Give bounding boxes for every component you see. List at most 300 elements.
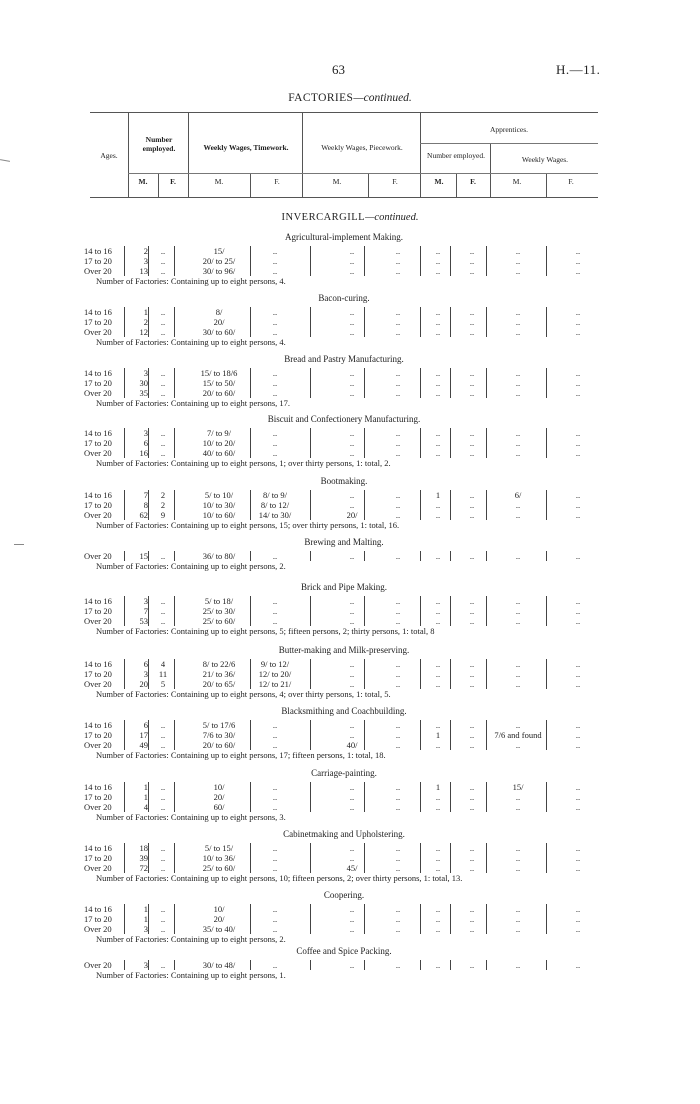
cell-m: 1 bbox=[143, 904, 148, 914]
cell-af: .. bbox=[469, 960, 475, 970]
cell-tm: 10/ to 60/ bbox=[202, 510, 236, 520]
cell-pm: .. bbox=[349, 960, 355, 970]
cell-wm: .. bbox=[515, 368, 521, 378]
cell-f: .. bbox=[160, 792, 166, 802]
cell-wm: .. bbox=[515, 596, 521, 606]
table-row bbox=[84, 490, 600, 500]
cell-af: .. bbox=[469, 378, 475, 388]
cell-f: .. bbox=[160, 317, 166, 327]
cell-pf: .. bbox=[395, 388, 401, 398]
factories-count: Number of Factories: Containing up to eight persons, 15; over thirty persons, 1: total, 16. bbox=[96, 520, 400, 530]
cell-af: .. bbox=[469, 448, 475, 458]
cell-pf: .. bbox=[395, 669, 401, 679]
cell-tf: .. bbox=[272, 904, 278, 914]
cell-m: 4 bbox=[143, 802, 148, 812]
cell-m: 1 bbox=[143, 782, 148, 792]
cell-wf: .. bbox=[575, 388, 581, 398]
cell-am: 1 bbox=[435, 730, 441, 740]
table-row bbox=[84, 378, 600, 388]
table-row bbox=[84, 428, 600, 438]
cell-tf: .. bbox=[272, 266, 278, 276]
cell-pf: .. bbox=[395, 551, 401, 561]
region-suffix: —continued. bbox=[365, 212, 419, 223]
cell-tf: .. bbox=[272, 246, 278, 256]
cell-age: 17 to 20 bbox=[84, 606, 112, 616]
cell-f: .. bbox=[160, 740, 166, 750]
cell-age: 14 to 16 bbox=[84, 490, 112, 500]
page-title bbox=[0, 92, 700, 104]
cell-m: 1 bbox=[143, 792, 148, 802]
cell-pm: .. bbox=[349, 659, 355, 669]
cell-pm: .. bbox=[349, 256, 355, 266]
cell-pm: .. bbox=[349, 606, 355, 616]
cell-m: 72 bbox=[139, 863, 148, 873]
cell-pm: .. bbox=[349, 914, 355, 924]
cell-age: 14 to 16 bbox=[84, 782, 112, 792]
cell-pf: .. bbox=[395, 782, 401, 792]
cell-wf: .. bbox=[575, 863, 581, 873]
cell-tf: .. bbox=[272, 388, 278, 398]
cell-tf: .. bbox=[272, 792, 278, 802]
cell-tf: .. bbox=[272, 853, 278, 863]
col-f: F. bbox=[274, 177, 280, 186]
cell-pm: .. bbox=[349, 596, 355, 606]
cell-tm: 8/ to 22/6 bbox=[202, 659, 236, 669]
cell-pf: .. bbox=[395, 448, 401, 458]
cell-am: .. bbox=[435, 606, 441, 616]
cell-f: .. bbox=[160, 914, 166, 924]
cell-af: .. bbox=[469, 853, 475, 863]
factories-count: Number of Factories: Containing up to eight persons, 5; fifteen persons, 2; thirty persons, 1: total, 8 bbox=[96, 626, 435, 636]
cell-pf: .. bbox=[395, 863, 401, 873]
cell-tm: 30/ to 96/ bbox=[202, 266, 236, 276]
margin-mark bbox=[0, 159, 10, 162]
cell-af: .. bbox=[469, 490, 475, 500]
cell-am: .. bbox=[435, 596, 441, 606]
cell-wm: .. bbox=[515, 510, 521, 520]
cell-pm: .. bbox=[349, 904, 355, 914]
cell-af: .. bbox=[469, 266, 475, 276]
cell-af: .. bbox=[469, 428, 475, 438]
cell-pm: .. bbox=[349, 327, 355, 337]
cell-tm: 10/ to 36/ bbox=[202, 853, 236, 863]
cell-age: Over 20 bbox=[84, 960, 112, 970]
cell-pf: .. bbox=[395, 792, 401, 802]
cell-tm: 20/ bbox=[213, 914, 225, 924]
cell-m: 3 bbox=[143, 669, 148, 679]
cell-am: .. bbox=[435, 853, 441, 863]
cell-tm: 40/ to 60/ bbox=[202, 448, 236, 458]
cell-f: .. bbox=[160, 428, 166, 438]
cell-tm: 25/ to 60/ bbox=[202, 863, 236, 873]
cell-m: 3 bbox=[143, 924, 148, 934]
cell-af: .. bbox=[469, 551, 475, 561]
cell-age: 17 to 20 bbox=[84, 792, 112, 802]
cell-am: 1 bbox=[435, 490, 441, 500]
cell-pf: .. bbox=[395, 246, 401, 256]
cell-pf: .. bbox=[395, 378, 401, 388]
cell-age: Over 20 bbox=[84, 802, 112, 812]
cell-age: 14 to 16 bbox=[84, 720, 112, 730]
cell-af: .. bbox=[469, 679, 475, 689]
page-code: H.—11. bbox=[556, 62, 601, 77]
cell-m: 1 bbox=[143, 307, 148, 317]
cell-wf: .. bbox=[575, 448, 581, 458]
cell-pf: .. bbox=[395, 490, 401, 500]
cell-f: .. bbox=[160, 378, 166, 388]
cell-wm: .. bbox=[515, 679, 521, 689]
cell-wm: .. bbox=[515, 740, 521, 750]
cell-pf: .. bbox=[395, 368, 401, 378]
cell-af: .. bbox=[469, 256, 475, 266]
cell-wm: .. bbox=[515, 659, 521, 669]
cell-m: 8 bbox=[143, 500, 148, 510]
col-m: M. bbox=[512, 177, 522, 186]
table-row bbox=[84, 551, 600, 561]
industry-title: Agricultural-implement Making. bbox=[285, 232, 403, 242]
cell-f: .. bbox=[160, 327, 166, 337]
cell-age: Over 20 bbox=[84, 266, 112, 276]
table-row bbox=[84, 863, 600, 873]
cell-f: .. bbox=[160, 782, 166, 792]
cell-m: 2 bbox=[143, 317, 148, 327]
cell-wm: .. bbox=[515, 843, 521, 853]
cell-af: .. bbox=[469, 388, 475, 398]
cell-f: .. bbox=[160, 307, 166, 317]
cell-f: .. bbox=[160, 720, 166, 730]
table-row bbox=[84, 510, 600, 520]
cell-wm: .. bbox=[515, 924, 521, 934]
cell-m: 62 bbox=[139, 510, 148, 520]
cell-af: .. bbox=[469, 500, 475, 510]
cell-af: .. bbox=[469, 863, 475, 873]
cell-f: .. bbox=[160, 368, 166, 378]
cell-f: .. bbox=[160, 924, 166, 934]
cell-tm: 25/ to 60/ bbox=[202, 616, 236, 626]
cell-af: .. bbox=[469, 924, 475, 934]
table-row bbox=[84, 606, 600, 616]
cell-am: .. bbox=[435, 510, 441, 520]
factories-count: Number of Factories: Containing up to eight persons, 4; over thirty persons, 1: total, 5. bbox=[96, 689, 391, 699]
cell-m: 15 bbox=[139, 551, 148, 561]
cell-pm: 40/ bbox=[346, 740, 358, 750]
cell-wm: .. bbox=[515, 428, 521, 438]
cell-m: 7 bbox=[143, 490, 148, 500]
table-row bbox=[84, 317, 600, 327]
cell-tf: .. bbox=[272, 802, 278, 812]
table-row bbox=[84, 679, 600, 689]
cell-af: .. bbox=[469, 596, 475, 606]
cell-af: .. bbox=[469, 246, 475, 256]
cell-am: .. bbox=[435, 843, 441, 853]
cell-age: 14 to 16 bbox=[84, 368, 112, 378]
cell-pf: .. bbox=[395, 256, 401, 266]
cell-pm: .. bbox=[349, 428, 355, 438]
cell-af: .. bbox=[469, 720, 475, 730]
cell-wf: .. bbox=[575, 616, 581, 626]
cell-tf: 8/ to 9/ bbox=[262, 490, 288, 500]
cell-wf: .. bbox=[575, 428, 581, 438]
cell-wm: .. bbox=[515, 792, 521, 802]
cell-wf: .. bbox=[575, 853, 581, 863]
cell-f: 11 bbox=[158, 669, 168, 679]
cell-tm: 30/ to 60/ bbox=[202, 327, 236, 337]
cell-wf: .. bbox=[575, 256, 581, 266]
cell-wm: 7/6 and found bbox=[494, 730, 542, 740]
cell-pf: .. bbox=[395, 428, 401, 438]
cell-pf: .. bbox=[395, 924, 401, 934]
cell-wf: .. bbox=[575, 327, 581, 337]
cell-tm: 10/ to 20/ bbox=[202, 438, 236, 448]
cell-wf: .. bbox=[575, 551, 581, 561]
cell-tf: 14/ to 30/ bbox=[258, 510, 292, 520]
cell-pm: .. bbox=[349, 317, 355, 327]
cell-tm: 5/ to 17/6 bbox=[202, 720, 236, 730]
cell-f: 9 bbox=[160, 510, 166, 520]
col-m: M. bbox=[214, 177, 224, 186]
cell-wm: .. bbox=[515, 720, 521, 730]
col-f: F. bbox=[470, 177, 476, 186]
col-f: F. bbox=[392, 177, 398, 186]
cell-m: 13 bbox=[139, 266, 148, 276]
cell-pm: .. bbox=[349, 924, 355, 934]
cell-pm: .. bbox=[349, 679, 355, 689]
cell-wf: .. bbox=[575, 438, 581, 448]
cell-tm: 25/ to 30/ bbox=[202, 606, 236, 616]
cell-pf: .. bbox=[395, 659, 401, 669]
cell-wm: .. bbox=[515, 606, 521, 616]
table-row bbox=[84, 669, 600, 679]
cell-af: .. bbox=[469, 317, 475, 327]
cell-m: 16 bbox=[139, 448, 148, 458]
cell-am: .. bbox=[435, 616, 441, 626]
cell-m: 17 bbox=[139, 730, 148, 740]
cell-m: 6 bbox=[143, 438, 148, 448]
cell-pf: .. bbox=[395, 679, 401, 689]
cell-pf: .. bbox=[395, 843, 401, 853]
cell-age: 14 to 16 bbox=[84, 843, 112, 853]
cell-wf: .. bbox=[575, 596, 581, 606]
cell-am: .. bbox=[435, 659, 441, 669]
cell-age: 14 to 16 bbox=[84, 307, 112, 317]
cell-pm: .. bbox=[349, 388, 355, 398]
cell-pm: .. bbox=[349, 438, 355, 448]
cell-m: 3 bbox=[143, 368, 148, 378]
factories-count: Number of Factories: Containing up to eight persons, 2. bbox=[96, 561, 286, 571]
cell-am: .. bbox=[435, 740, 441, 750]
cell-wf: .. bbox=[575, 606, 581, 616]
cell-m: 12 bbox=[139, 327, 148, 337]
cell-age: Over 20 bbox=[84, 551, 112, 561]
cell-wm: .. bbox=[515, 378, 521, 388]
cell-pm: .. bbox=[349, 490, 355, 500]
cell-tm: 7/6 to 30/ bbox=[202, 730, 236, 740]
cell-wm: .. bbox=[515, 246, 521, 256]
cell-wm: .. bbox=[515, 317, 521, 327]
cell-tf: .. bbox=[272, 317, 278, 327]
cell-age: 14 to 16 bbox=[84, 596, 112, 606]
cell-wm: .. bbox=[515, 438, 521, 448]
cell-af: .. bbox=[469, 368, 475, 378]
cell-pm: .. bbox=[349, 782, 355, 792]
cell-wf: .. bbox=[575, 317, 581, 327]
cell-wf: .. bbox=[575, 802, 581, 812]
cell-wf: .. bbox=[575, 843, 581, 853]
cell-am: .. bbox=[435, 904, 441, 914]
cell-am: .. bbox=[435, 914, 441, 924]
cell-am: .. bbox=[435, 368, 441, 378]
table-row bbox=[84, 720, 600, 730]
table-row bbox=[84, 924, 600, 934]
cell-pm: .. bbox=[349, 853, 355, 863]
cell-f: .. bbox=[160, 246, 166, 256]
cell-age: 17 to 20 bbox=[84, 256, 112, 266]
cell-tm: 20/ to 60/ bbox=[202, 740, 236, 750]
cell-wm: .. bbox=[515, 500, 521, 510]
cell-tm: 60/ bbox=[213, 802, 225, 812]
cell-age: 17 to 20 bbox=[84, 669, 112, 679]
region-main: INVERCARGILL bbox=[281, 212, 366, 223]
cell-am: .. bbox=[435, 256, 441, 266]
cell-am: .. bbox=[435, 388, 441, 398]
cell-tf: .. bbox=[272, 428, 278, 438]
cell-wm: 6/ bbox=[514, 490, 522, 500]
cell-am: 1 bbox=[435, 782, 441, 792]
cell-wm: .. bbox=[515, 960, 521, 970]
cell-af: .. bbox=[469, 740, 475, 750]
column-header bbox=[90, 112, 598, 198]
cell-wf: .. bbox=[575, 266, 581, 276]
cell-wm: .. bbox=[515, 327, 521, 337]
cell-pf: .. bbox=[395, 317, 401, 327]
cell-pf: .. bbox=[395, 914, 401, 924]
col-apprentices-wages: Weekly Wages. bbox=[521, 155, 569, 164]
table-row bbox=[84, 388, 600, 398]
cell-pm: .. bbox=[349, 802, 355, 812]
cell-wf: .. bbox=[575, 924, 581, 934]
cell-wf: .. bbox=[575, 740, 581, 750]
cell-af: .. bbox=[469, 792, 475, 802]
title-suffix: —continued. bbox=[353, 92, 412, 104]
col-f: F. bbox=[568, 177, 574, 186]
cell-m: 6 bbox=[143, 659, 148, 669]
cell-am: .. bbox=[435, 669, 441, 679]
table-row bbox=[84, 266, 600, 276]
table-row bbox=[84, 368, 600, 378]
cell-age: 17 to 20 bbox=[84, 438, 112, 448]
page-number: 63 bbox=[332, 62, 345, 77]
cell-tm: 10/ bbox=[213, 904, 225, 914]
cell-age: 14 to 16 bbox=[84, 904, 112, 914]
cell-wm: .. bbox=[515, 914, 521, 924]
industry-title: Cabinetmaking and Upholstering. bbox=[283, 829, 405, 839]
cell-pm: 20/ bbox=[346, 510, 358, 520]
cell-wf: .. bbox=[575, 246, 581, 256]
cell-tm: 7/ to 9/ bbox=[206, 428, 232, 438]
cell-tf: .. bbox=[272, 960, 278, 970]
cell-tf: .. bbox=[272, 327, 278, 337]
factories-count: Number of Factories: Containing up to eight persons, 17. bbox=[96, 398, 291, 408]
cell-age: Over 20 bbox=[84, 924, 112, 934]
cell-pm: .. bbox=[349, 368, 355, 378]
col-number-employed: Number employed. bbox=[142, 135, 176, 153]
cell-tf: .. bbox=[272, 730, 278, 740]
table-row bbox=[84, 782, 600, 792]
table-row bbox=[84, 327, 600, 337]
cell-pf: .. bbox=[395, 720, 401, 730]
cell-f: 4 bbox=[160, 659, 166, 669]
cell-f: .. bbox=[160, 596, 166, 606]
factories-count: Number of Factories: Containing up to eight persons, 1; over thirty persons, 1: total, 2. bbox=[96, 458, 391, 468]
cell-wf: .. bbox=[575, 720, 581, 730]
cell-f: .. bbox=[160, 863, 166, 873]
cell-af: .. bbox=[469, 904, 475, 914]
cell-m: 35 bbox=[139, 388, 148, 398]
cell-wm: .. bbox=[515, 669, 521, 679]
cell-pm: .. bbox=[349, 720, 355, 730]
cell-af: .. bbox=[469, 307, 475, 317]
cell-wm: .. bbox=[515, 853, 521, 863]
cell-f: .. bbox=[160, 616, 166, 626]
cell-tf: .. bbox=[272, 863, 278, 873]
cell-tm: 10/ bbox=[213, 782, 225, 792]
table-row bbox=[84, 792, 600, 802]
cell-tf: .. bbox=[272, 596, 278, 606]
cell-am: .. bbox=[435, 720, 441, 730]
cell-tf: .. bbox=[272, 551, 278, 561]
cell-wm: .. bbox=[515, 551, 521, 561]
industry-title: Bacon-curing. bbox=[318, 293, 370, 303]
cell-tf: .. bbox=[272, 914, 278, 924]
cell-m: 7 bbox=[143, 606, 148, 616]
cell-wf: .. bbox=[575, 669, 581, 679]
cell-af: .. bbox=[469, 659, 475, 669]
cell-m: 30 bbox=[139, 378, 148, 388]
col-timework: Weekly Wages, Timework. bbox=[203, 143, 289, 152]
cell-tm: 20/ bbox=[213, 317, 225, 327]
cell-wm: .. bbox=[515, 904, 521, 914]
cell-f: .. bbox=[160, 551, 166, 561]
cell-tf: .. bbox=[272, 448, 278, 458]
cell-age: 17 to 20 bbox=[84, 853, 112, 863]
cell-tf: .. bbox=[272, 438, 278, 448]
cell-f: .. bbox=[160, 843, 166, 853]
table-row bbox=[84, 960, 600, 970]
cell-pf: .. bbox=[395, 307, 401, 317]
cell-wf: .. bbox=[575, 659, 581, 669]
cell-am: .. bbox=[435, 551, 441, 561]
cell-tm: 20/ bbox=[213, 792, 225, 802]
cell-age: Over 20 bbox=[84, 740, 112, 750]
cell-pm: .. bbox=[349, 246, 355, 256]
cell-tf: .. bbox=[272, 843, 278, 853]
table-row bbox=[84, 616, 600, 626]
cell-am: .. bbox=[435, 428, 441, 438]
cell-am: .. bbox=[435, 924, 441, 934]
cell-tf: .. bbox=[272, 256, 278, 266]
cell-age: Over 20 bbox=[84, 616, 112, 626]
cell-age: Over 20 bbox=[84, 327, 112, 337]
cell-tm: 5/ to 18/ bbox=[204, 596, 234, 606]
industry-title: Coffee and Spice Packing. bbox=[296, 946, 392, 956]
cell-tf: .. bbox=[272, 606, 278, 616]
cell-f: 2 bbox=[160, 490, 166, 500]
table-row bbox=[84, 659, 600, 669]
cell-tm: 15/ to 50/ bbox=[202, 378, 236, 388]
cell-wm: .. bbox=[515, 448, 521, 458]
cell-age: 17 to 20 bbox=[84, 317, 112, 327]
cell-age: 14 to 16 bbox=[84, 659, 112, 669]
